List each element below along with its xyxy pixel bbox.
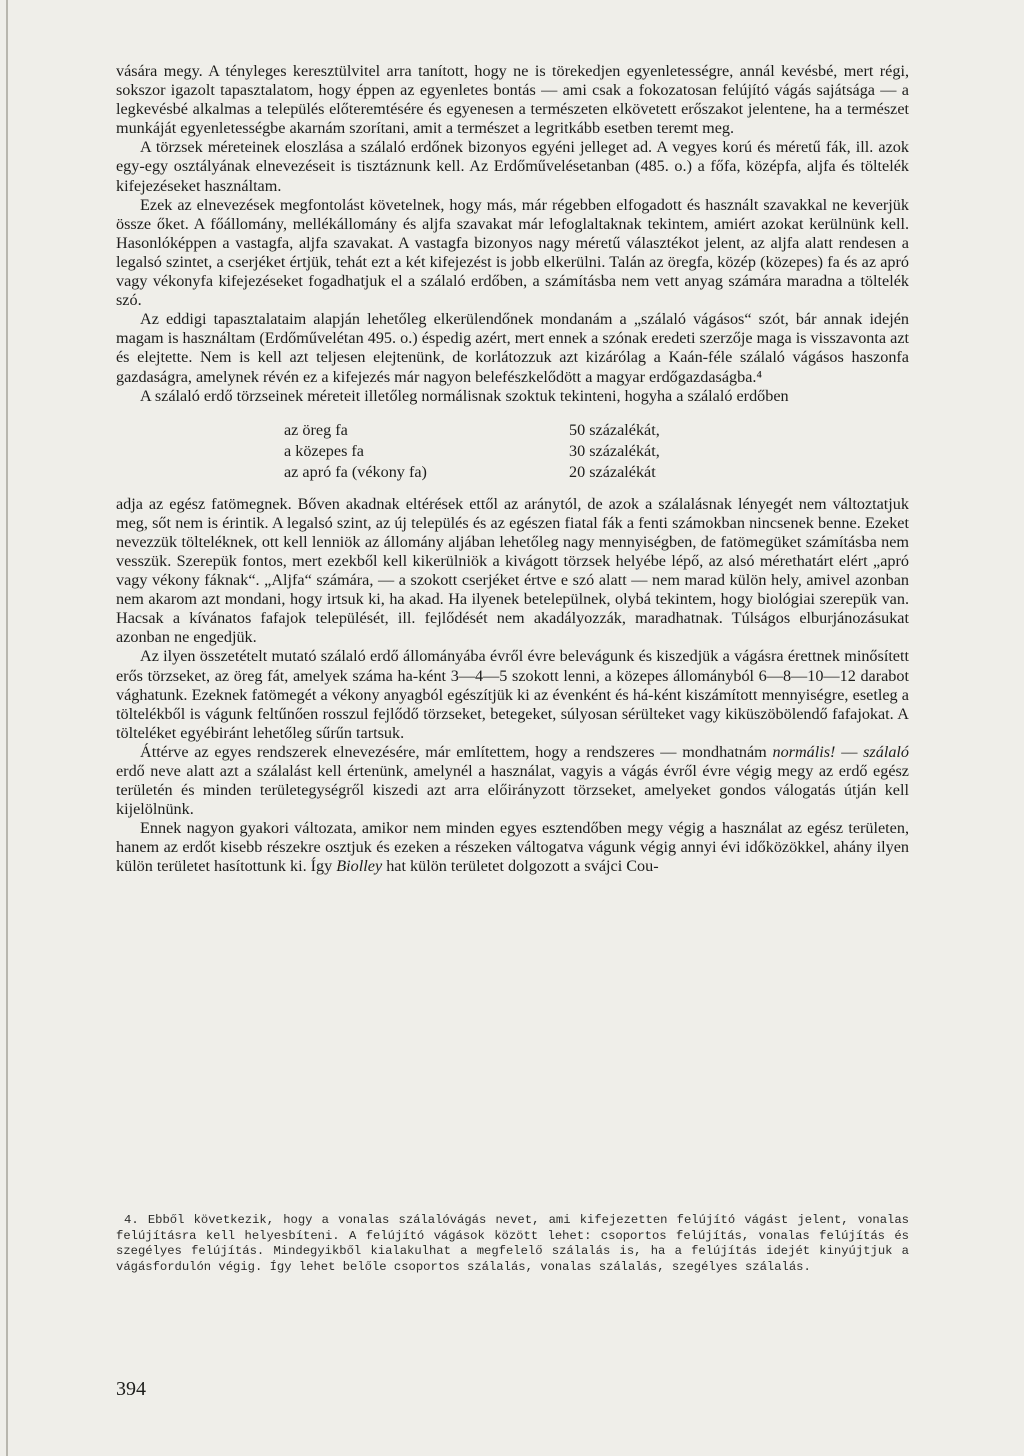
paragraph-8-part: Áttérve az egyes rendszerek elnevezésére, már említettem, hogy a rendszeres — mondhatnám	[140, 742, 773, 761]
paragraph-9-part: hat külön területet dolgozott a svájci Cou-	[382, 857, 659, 876]
paragraph-8-part: —	[835, 742, 864, 761]
paragraph-5: A szálaló erdő törzseinek méreteit illetőleg normálisnak szoktuk tekinteni, hogyha a szálaló erdőben	[140, 386, 789, 405]
ratio-row	[284, 462, 660, 483]
ratio-value: 20 százalékát	[569, 462, 656, 481]
paragraph-8-part: erdő neve alatt azt a szálalást kell értenünk, amelynél a használat, vagyis a vágás évről évre végig megy az erdő egész területén és minden területegységről kiszedi azt arra előirányzott törzseket, amelyeket gondos válogatás útján kell kijelölnünk.	[116, 762, 909, 819]
page-number: 394	[116, 1378, 146, 1400]
emphasis-normalis: normális!	[772, 742, 836, 761]
emphasis-szalalo: szálaló	[863, 742, 910, 761]
paragraph-9-part: Ennek nagyon gyakori változata, amikor nem minden egyes esztendőben megy végig a használat az egész területen, hanem az erdőt kisebb részekre osztjuk és ezeken a részeken váltogatva vágunk végig annyi évi időközökkel, ahány ilyen külön területet hasítottunk ki. Így	[116, 819, 909, 876]
body-text	[116, 62, 909, 877]
paragraph-3: Ezek az elnevezések megfontolást követelnek, hogy más, már régebben elfogadott és használt szavakkal ne keverjük össze őket. A főállomány, mellékállomány és aljfa szavakat már lefoglaltaknak tekintem, amiért azokat kerülnünk kell. Hasonlóképpen a vastagfa, aljfa szavakat. A vastagfa bizonyos nagy méretű választékot jelent, az aljfa alatt rendesen a legalsó szintet, a cserjéket értjük, tehát ezt a két kifejezést is jobb elkerülni. Talán az öregfa, közép (közepes) fa és az apró vagy vékonyfa kifejezéseket fogadhatjuk el a szálaló erdőben, a számításba nem vett anyag számára maradna a töltelék szó.	[116, 195, 909, 310]
paragraph-4: Az eddigi tapasztalataim alapján lehetőleg elkerülendőnek mondanám a „szálaló vágásos“ szót, bár annak idején magam is használtam (Erdőművelétan 495. o.) éspedig azért, mert ennek a szónak eredeti szerzője maga is visszavonta azt és elejtette. Nem is kell azt teljesen elejtenünk, de korlátozzuk azt kizárólag a Kaán-féle szálaló vágásos haszonfa gazdaságra, amelynek révén ez a kifejezés már nagyon belefészkelődött a magyar erdőgazdaságba.⁴	[116, 310, 909, 386]
ratio-name: az apró fa (vékony fa)	[284, 462, 427, 481]
emphasis-biolley: Biolley	[336, 857, 383, 876]
ratio-row	[284, 441, 660, 462]
paragraph-6: adja az egész fatömegnek. Bőven akadnak eltérések ettől az aránytól, de azok a szálalásnak lényegét nem változtatjuk meg, sőt nem is érintik. A legalsó szint, az új település és az egészen fiatal fák a fenti számokban nincsenek benne. Ezeket nevezzük tölteléknek, ott kell lenniök az állomány aljában lehetőleg nagy mennyiségben, de fatömegüket számításba nem vesszük. Szerepük fontos, mert ezekből kell kikerülniök a kivágott törzsek helyébe lépő, az alsó mérethatárt elért „apró vagy vékony fáknak“. „Aljfa“ számára, — a szokott cserjéket értve e szó alatt — nem marad külön hely, amivel azonban nem akarom azt mondani, hogy irtsuk ki, ha akad. Ha ilyenek betelepülnek, olybá tekintem, hogy biológiai szerepük van. Hacsak a kívánatos fafajok települését, ill. fejlődését nem akadályozzák, maradhatnak. Túlságos elburjánozásukat azonban ne engedjük.	[116, 494, 909, 647]
ratio-value: 30 százalékát,	[569, 441, 660, 460]
ratio-name: a közepes fa	[284, 441, 364, 460]
paragraph-8	[116, 743, 909, 819]
paragraph-1: vására megy. A tényleges keresztülvitel arra tanított, hogy ne is törekedjen egyenletességre, annál kevésbé, mert régi, sokszor igazolt tapasztalatom, hogy éppen az egyenletes bontás — ami csak a fokozatosan felújító vágás sajátsága — a legkevésbé alkalmas a település előteremtésére és egyenesen a természeten elkövetett erőszakot jelentene, ha a természet munkáját egyenletességbe akarnám szorítani, amit a természet a legritkább esetben teremt meg.	[116, 62, 909, 138]
footnote	[116, 1213, 909, 1275]
paragraph-7: Az ilyen összetételt mutató szálaló erdő állományába évről évre belevágunk és kiszedjük a vágásra érettnek minősített erős törzseket, az öreg fát, amelyek száma ha-ként 3—4—5 szokott lenni, a közepes állományból 6—8—10—12 darabot vághatunk. Ezeknek fatömegét a vékony anyagból egészítjük ki az évenként és há-ként kiszámított mennyiségre, esetleg a töltelékből is vágunk feltűnően rosszul fejlődő törzseket, betegeket, súlyosan sérülteket vagy kiküszöbölendő fafajokat. A tölteléket egyébiránt lehetőleg sűrűn tartsuk.	[116, 647, 909, 742]
ratio-row	[284, 420, 660, 441]
footnote-text: 4. Ebből következik, hogy a vonalas szálalóvágás nevet, ami kifejezetten felújító vágást jelent, vonalas felújításra kell helyesbíteni. A felújító vágások között lehet: csoportos felújítás, vonalas felújítás és szegélyes felújítás. Mindegyikből kialakulhat a megfelelő szálalás is, ha a felújítás idejét kinyújtjuk a vágásfordulón végig. Így lehet belőle csoportos szálalás, vonalas szálalás, szegélyes szálalás.	[116, 1213, 909, 1274]
ratio-name: az öreg fa	[284, 420, 348, 439]
page-edge-line	[6, 0, 8, 1456]
paragraph-9	[116, 819, 909, 876]
paragraph-2: A törzsek méreteinek eloszlása a szálaló erdőnek bizonyos egyéni jelleget ad. A vegyes korú és méretű fák, ill. azok egy-egy osztályának elnevezéseit is tisztáznunk kell. Az Erdőművelésetanban (485. o.) a főfa, középfa, aljfa és töltelék kifejezéseket használtam.	[116, 138, 909, 195]
ratio-table	[284, 420, 660, 483]
ratio-value: 50 százalékát,	[569, 420, 660, 439]
